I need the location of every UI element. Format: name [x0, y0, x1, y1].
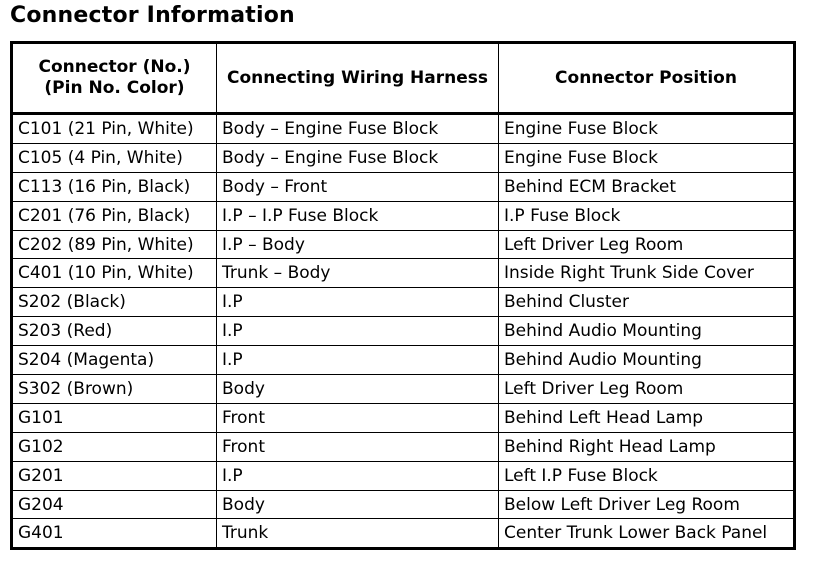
cell-wiring-harness: I.P – Body: [217, 230, 499, 259]
cell-wiring-harness: Trunk: [217, 519, 499, 549]
cell-wiring-harness: Body – Engine Fuse Block: [217, 143, 499, 172]
header-connector-line2: (Pin No. Color): [44, 78, 185, 98]
cell-connector: G401: [12, 519, 217, 549]
cell-wiring-harness: Trunk – Body: [217, 259, 499, 288]
cell-connector: S204 (Magenta): [12, 346, 217, 375]
cell-wiring-harness: I.P – I.P Fuse Block: [217, 201, 499, 230]
header-connector: [12, 43, 217, 114]
cell-connector-position: Left I.P Fuse Block: [499, 461, 795, 490]
cell-connector-position: Inside Right Trunk Side Cover: [499, 259, 795, 288]
cell-wiring-harness: I.P: [217, 288, 499, 317]
cell-wiring-harness: Body: [217, 375, 499, 404]
cell-wiring-harness: I.P: [217, 346, 499, 375]
table-row: [12, 201, 795, 230]
cell-connector: C105 (4 Pin, White): [12, 143, 217, 172]
cell-connector: S202 (Black): [12, 288, 217, 317]
connector-table: [10, 41, 796, 550]
cell-connector: C201 (76 Pin, Black): [12, 201, 217, 230]
cell-connector-position: Left Driver Leg Room: [499, 375, 795, 404]
cell-wiring-harness: Body – Engine Fuse Block: [217, 114, 499, 144]
cell-wiring-harness: Front: [217, 403, 499, 432]
cell-wiring-harness: Front: [217, 432, 499, 461]
table-row: [12, 461, 795, 490]
cell-wiring-harness: I.P: [217, 317, 499, 346]
cell-connector: S302 (Brown): [12, 375, 217, 404]
table-row: [12, 490, 795, 519]
table-row: [12, 346, 795, 375]
table-row: [12, 172, 795, 201]
cell-wiring-harness: Body – Front: [217, 172, 499, 201]
cell-connector-position: Behind Right Head Lamp: [499, 432, 795, 461]
cell-wiring-harness: I.P: [217, 461, 499, 490]
table-row: [12, 317, 795, 346]
cell-connector-position: Behind Cluster: [499, 288, 795, 317]
table-row: [12, 114, 795, 144]
cell-connector-position: Left Driver Leg Room: [499, 230, 795, 259]
cell-connector-position: Behind ECM Bracket: [499, 172, 795, 201]
cell-connector-position: Engine Fuse Block: [499, 143, 795, 172]
header-connector-position: Connector Position: [499, 43, 795, 114]
cell-connector: C113 (16 Pin, Black): [12, 172, 217, 201]
cell-connector: C101 (21 Pin, White): [12, 114, 217, 144]
cell-connector: C401 (10 Pin, White): [12, 259, 217, 288]
page-title: Connector Information: [10, 3, 295, 28]
table-body: [12, 114, 795, 549]
cell-connector-position: Behind Left Head Lamp: [499, 403, 795, 432]
table-row: [12, 288, 795, 317]
table-row: [12, 519, 795, 549]
cell-connector: G102: [12, 432, 217, 461]
cell-connector: G204: [12, 490, 217, 519]
table-row: [12, 230, 795, 259]
cell-connector: C202 (89 Pin, White): [12, 230, 217, 259]
header-connector-line1: Connector (No.): [38, 57, 191, 77]
cell-connector-position: Behind Audio Mounting: [499, 346, 795, 375]
table-row: [12, 143, 795, 172]
table-header-row: [12, 43, 795, 114]
cell-connector-position: Below Left Driver Leg Room: [499, 490, 795, 519]
table-row: [12, 432, 795, 461]
table-row: [12, 403, 795, 432]
table-row: [12, 259, 795, 288]
cell-connector-position: Center Trunk Lower Back Panel: [499, 519, 795, 549]
header-wiring-harness: Connecting Wiring Harness: [217, 43, 499, 114]
cell-connector: G101: [12, 403, 217, 432]
table-row: [12, 375, 795, 404]
cell-connector-position: Engine Fuse Block: [499, 114, 795, 144]
cell-connector-position: I.P Fuse Block: [499, 201, 795, 230]
cell-connector-position: Behind Audio Mounting: [499, 317, 795, 346]
cell-connector: G201: [12, 461, 217, 490]
cell-wiring-harness: Body: [217, 490, 499, 519]
cell-connector: S203 (Red): [12, 317, 217, 346]
